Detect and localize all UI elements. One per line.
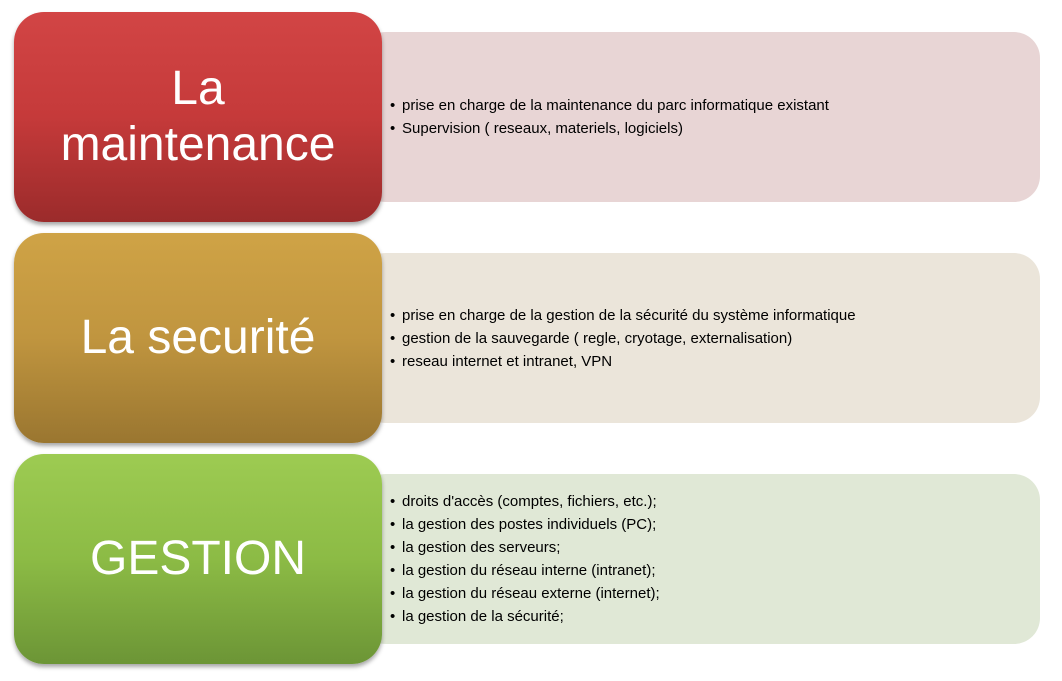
maintenance-detail-panel xyxy=(360,32,1040,202)
bullet-item: • la gestion des postes individuels (PC); xyxy=(390,513,660,536)
securite-bullet-list xyxy=(390,304,856,373)
securite-label-box xyxy=(14,233,382,443)
bullet-item: • droits d'accès (comptes, fichiers, etc.); xyxy=(390,490,660,513)
maintenance-title: La maintenance xyxy=(60,62,336,171)
securite-detail-panel xyxy=(360,253,1040,423)
maintenance-label-box xyxy=(14,12,382,222)
gestion-title: GESTION xyxy=(89,532,307,585)
bullet-item: • la gestion des serveurs; xyxy=(390,536,660,559)
bullet-item: • prise en charge de la gestion de la sécurité du système informatique xyxy=(390,304,856,327)
bullet-item: • reseau internet et intranet, VPN xyxy=(390,350,856,373)
gestion-bullet-list xyxy=(390,490,660,628)
bullet-item: • la gestion du réseau externe (internet); xyxy=(390,582,660,605)
gestion-label-box xyxy=(14,454,382,664)
bullet-item: • gestion de la sauvegarde ( regle, cryotage, externalisation) xyxy=(390,327,856,350)
bullet-item: • prise en charge de la maintenance du parc informatique existant xyxy=(390,94,829,117)
bullet-item: • Supervision ( reseaux, materiels, logiciels) xyxy=(390,117,829,140)
gestion-detail-panel xyxy=(360,474,1040,644)
securite-title: La securité xyxy=(80,311,316,364)
bullet-item: • la gestion de la sécurité; xyxy=(390,605,660,628)
bullet-item: • la gestion du réseau interne (intranet); xyxy=(390,559,660,582)
maintenance-bullet-list xyxy=(390,94,829,140)
